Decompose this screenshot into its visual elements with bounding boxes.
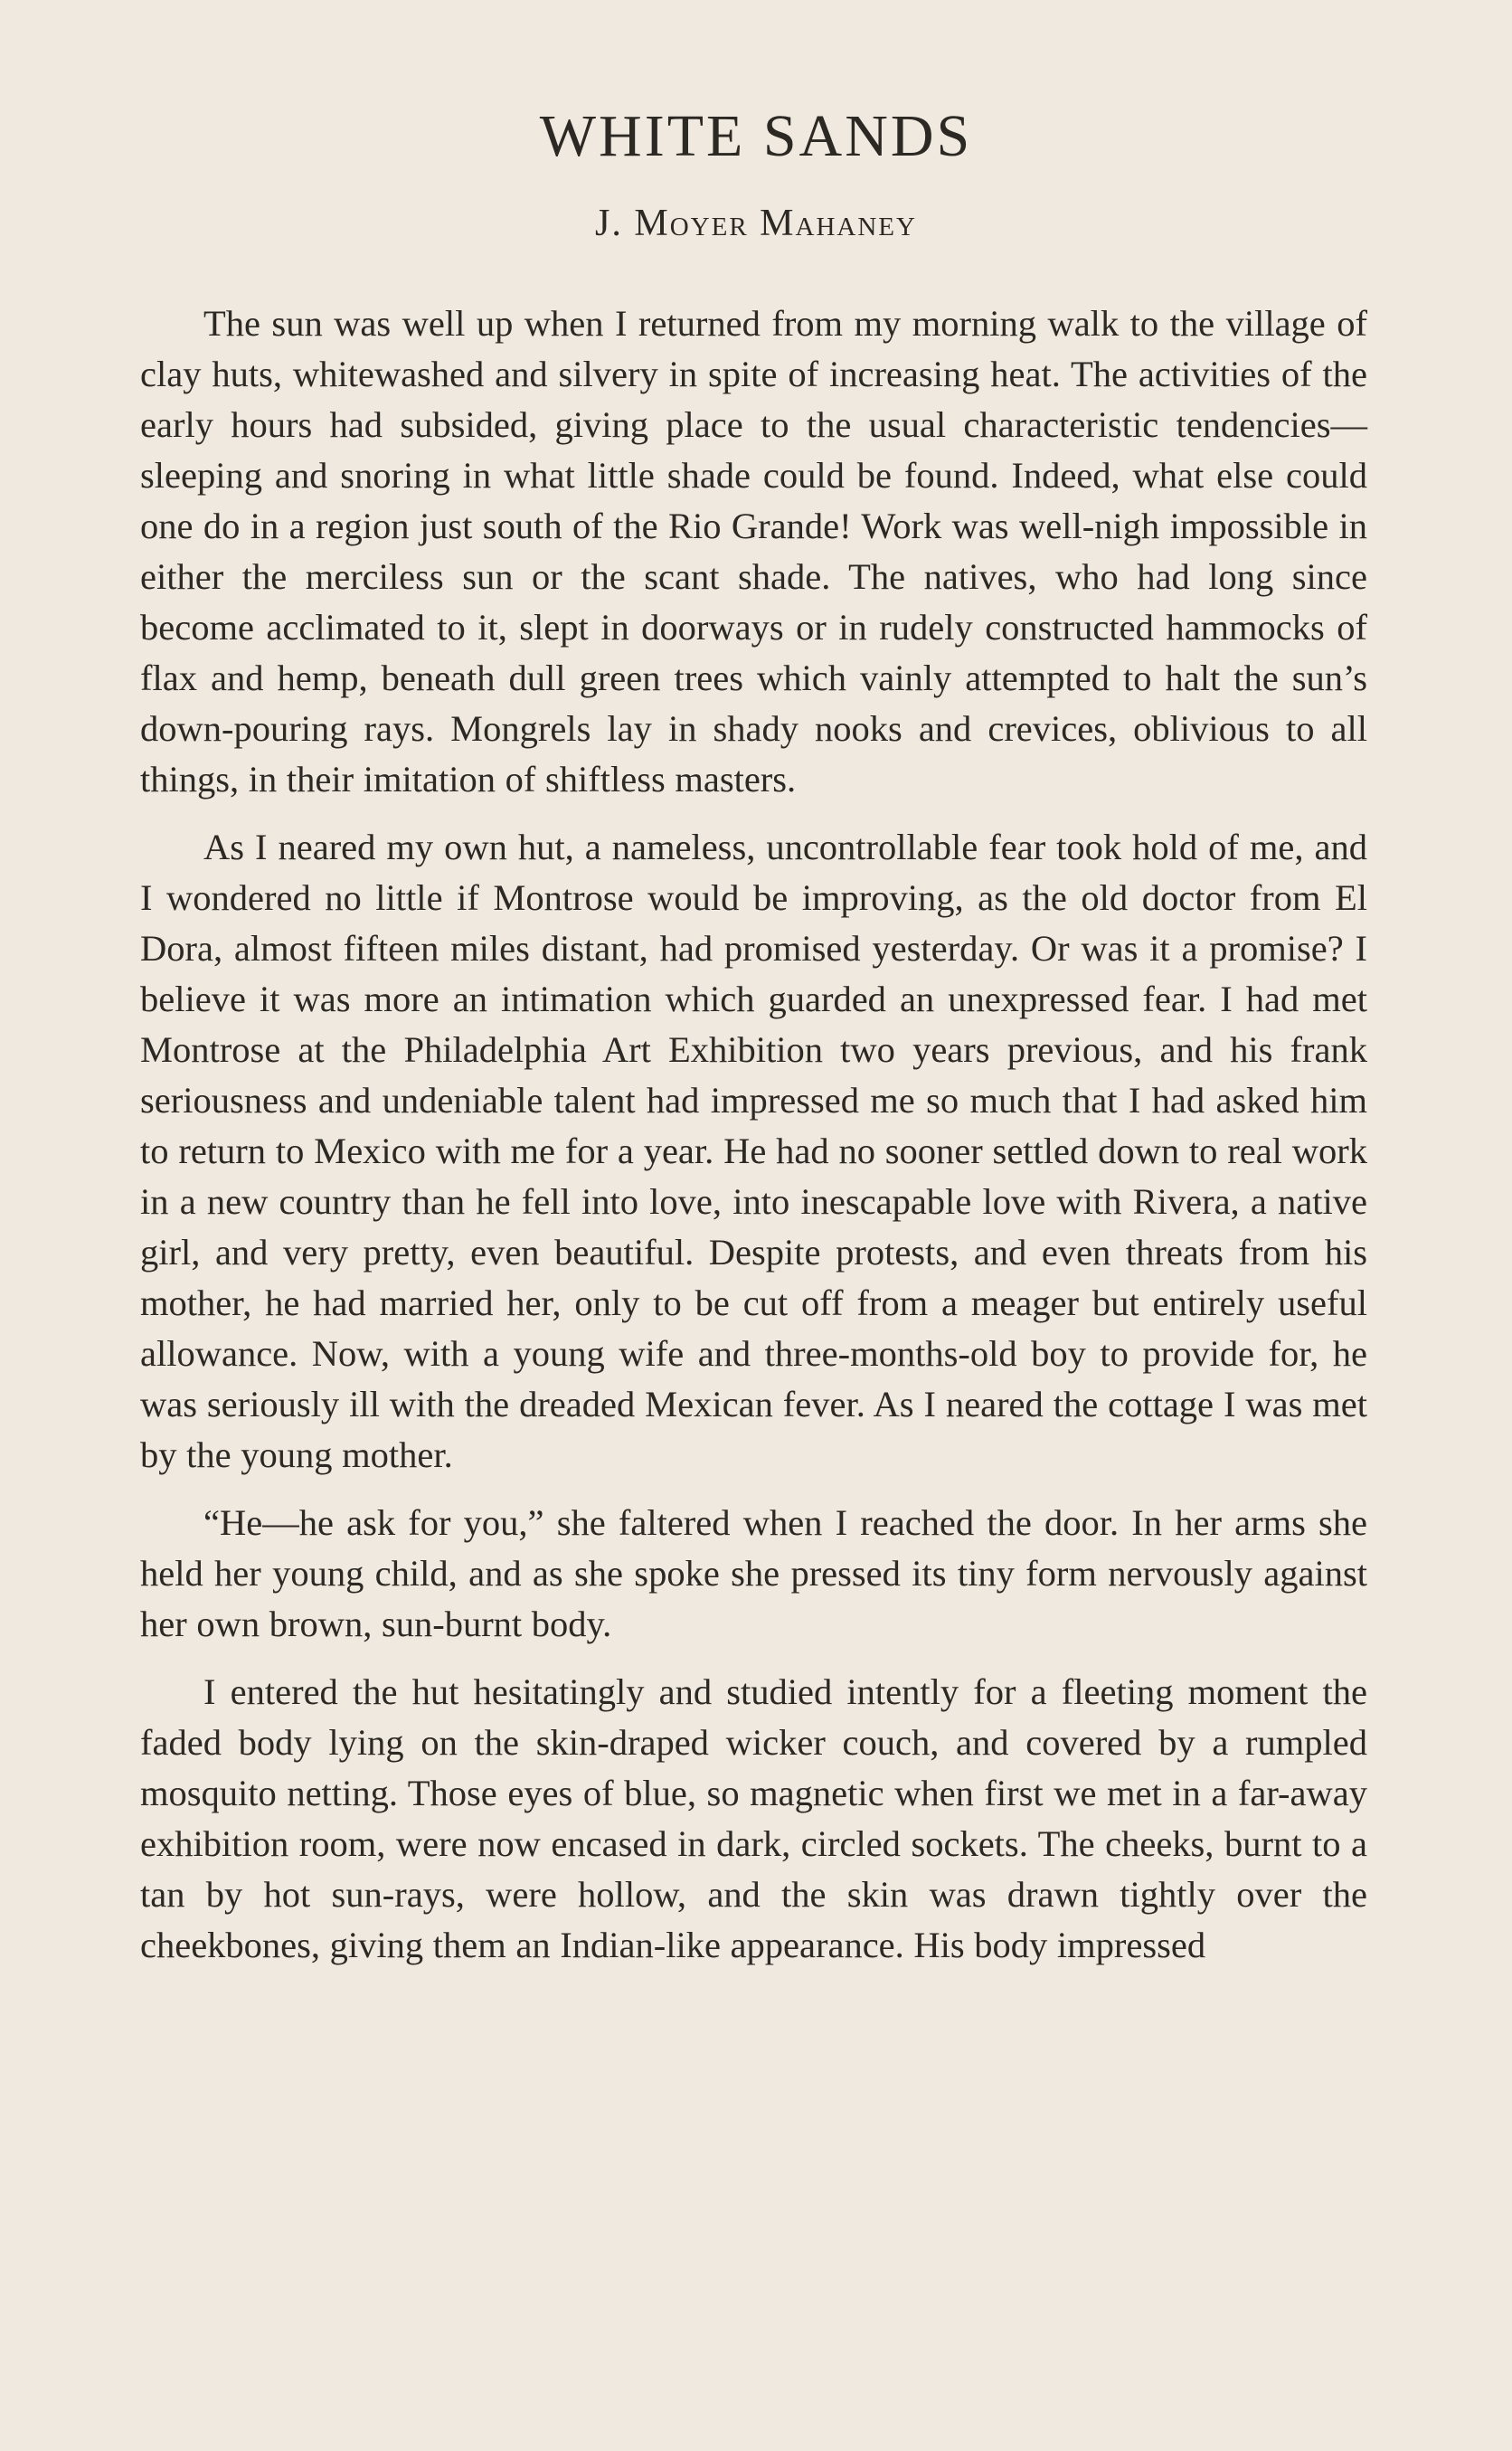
article-author: J. Moyer Mahaney bbox=[595, 203, 917, 244]
paragraph-1: The sun was well up when I returned from my morning walk to the village of clay huts, whitewashed and silvery in spite of increasing heat. The activities of the early hours had subsided, giving place to the usual characteristic tendencies—sleeping and snoring in what little shade could be found. Indeed, what else could one do in a region just south of the Rio Grande! Work was well-nigh impossible in either the merciless sun or the scant shade. The natives, who had long since become acclimated to it, slept in doorways or in rudely constructed hammocks of flax and hemp, beneath dull green trees which vainly attempted to halt the sun’s down-pouring rays. Mongrels lay in shady nooks and crevices, oblivious to all things, in their imitation of shiftless masters. bbox=[140, 303, 1367, 800]
article-body bbox=[140, 298, 1367, 1988]
paragraph-4: I entered the hut hesitatingly and studied intently for a fleeting moment the faded body lying on the skin-draped wicker couch, and covered by a rumpled mosquito netting. Those eyes of blue, so magnetic when first we met in a far-away exhibition room, were now encased in dark, circled sockets. The cheeks, burnt to a tan by hot sun-rays, were hollow, and the skin was drawn tightly over the cheekbones, giving them an Indian-like appearance. His body impressed bbox=[140, 1671, 1367, 1965]
paragraph-3: “He—he ask for you,” she faltered when I reached the door. In her arms she held her young child, and as she spoke she pressed its tiny form nervously against her own brown, sun-burnt body. bbox=[140, 1502, 1367, 1644]
paragraph-2: As I neared my own hut, a nameless, uncontrollable fear took hold of me, and I wondered no little if Montrose would be improving, as the old doctor from El Dora, almost fifteen miles distant, had promised yesterday. Or was it a promise? I believe it was more an intimation which guarded an unexpressed fear. I had met Montrose at the Philadelphia Art Exhibition two years previous, and his frank seriousness and undeniable talent had impressed me so much that I had asked him to return to Mexico with me for a year. He had no sooner settled down to real work in a new country than he fell into love, into inescapable love with Rivera, a native girl, and very pretty, even beautiful. Despite protests, and even threats from his mother, he had married her, only to be cut off from a meager but entirely useful allowance. Now, with a young wife and three-months-old boy to provide for, he was seriously ill with the dreaded Mexican fever. As I neared the cottage I was met by the young mother. bbox=[140, 827, 1367, 1475]
article-title: WHITE SANDS bbox=[539, 103, 973, 169]
